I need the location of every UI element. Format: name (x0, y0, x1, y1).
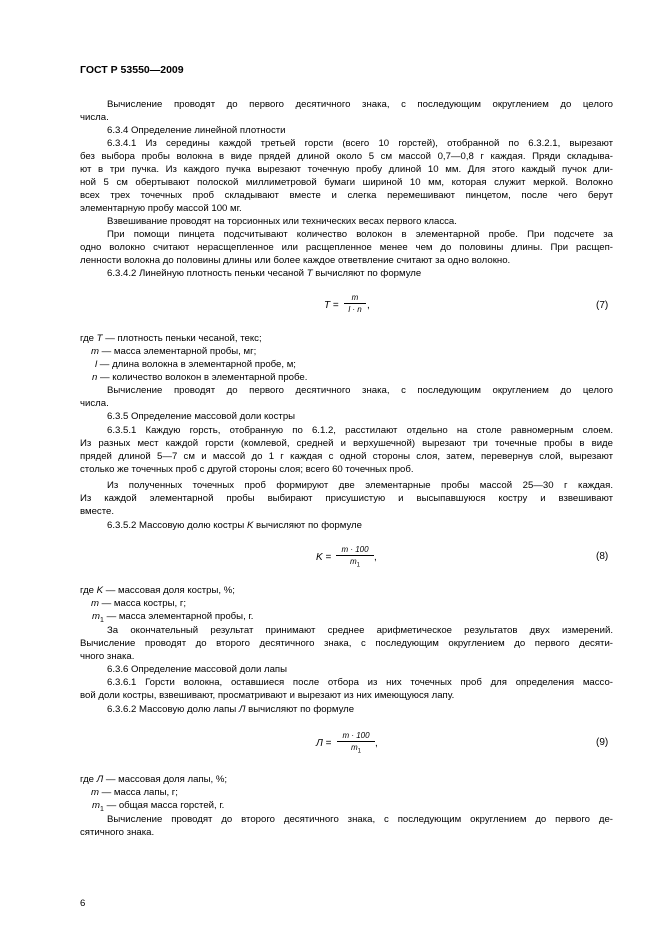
formula-7-lhs (324, 300, 339, 311)
text-fragment: — масса костры, г; (99, 598, 187, 609)
symbol: K (246, 520, 254, 531)
text-line: 6.3.4.1 Из середины каждой третьей горсти (всего 10 горстей), отобранной по 6.3.2.1, вырезают (107, 138, 613, 149)
text-line: числа. (80, 398, 109, 409)
text-fragment: — массовая доля костры, %; (103, 585, 235, 596)
section-heading: 6.3.5 Определение массовой доли костры (107, 411, 296, 422)
symbol: m (92, 611, 100, 622)
formula-8-number: (8) (596, 551, 609, 562)
section-heading: 6.3.4 Определение линейной плотности (107, 125, 286, 136)
subscript: 1 (100, 805, 104, 813)
symbol: m (91, 787, 99, 798)
text-line: числа. (80, 112, 109, 123)
text-line: элементарную пробу массой 100 мг. (80, 203, 242, 214)
text-line: столько же точечных проб с другой стороны слоя; всего 60 точечных проб. (80, 464, 414, 475)
text-fragment: — количество волокон в элементарной пробе. (97, 372, 308, 383)
definition-line (95, 358, 628, 371)
text-line (107, 703, 613, 716)
text-fragment: — масса лапы, г; (99, 787, 178, 798)
definition-line (80, 332, 613, 345)
document-header: ГОСТ Р 53550—2009 (80, 64, 184, 76)
text-line (107, 267, 613, 280)
text-fragment: — масса элементарной пробы, г. (103, 611, 254, 622)
text-fragment: вычисляют по формуле (245, 704, 355, 715)
numerator: m · 100 (341, 545, 369, 554)
definition-line (92, 371, 625, 384)
equals-sign: = (325, 738, 332, 749)
equals-sign: = (325, 552, 332, 563)
text-fragment: — масса элементарной пробы, мг; (99, 346, 257, 357)
text-line (107, 519, 613, 532)
comma: , (374, 552, 377, 563)
text-fragment: где (80, 774, 97, 785)
comma: , (375, 738, 378, 749)
denominator (337, 743, 375, 755)
symbol: l (95, 359, 98, 370)
symbol: T (96, 333, 103, 344)
formula-7-number: (7) (596, 300, 609, 311)
text-fragment: — плотность пеньки чесаной, текс; (102, 333, 262, 344)
text-fragment: — массовая доля лапы, %; (103, 774, 228, 785)
symbol: K (316, 552, 323, 563)
definition-line (91, 345, 624, 358)
text-line: При помощи пинцета подсчитывают количество волокон в элементарной пробе. При подсчете за (107, 229, 613, 240)
text-line: прядей длиной 5—7 см и массой до 1 г каждая с одной стороны слоя, затем, перевернув слой, вырезают (80, 451, 613, 462)
subscript: 1 (357, 748, 361, 755)
denominator: l · n (348, 305, 362, 314)
text-line: Из полученных точечных проб формируют две элементарные пробы массой 25—30 г каждая. (107, 480, 613, 491)
text-fragment: 6.3.5.2 Массовую долю костры (107, 520, 247, 531)
formula-7-fraction (344, 293, 366, 314)
text-fragment: где (80, 333, 97, 344)
text-line: одно волокно считают нерасщепленное или расщепленное менее чем до половины длины. При расщеп- (80, 242, 613, 253)
text-fragment: — длина волокна в элементарной пробе, м; (97, 359, 296, 370)
text-line: За окончательный результат принимают среднее арифметическое результатов двух измерений. (107, 625, 613, 636)
page-number: 6 (80, 898, 86, 909)
section-heading: 6.3.6 Определение массовой доли лапы (107, 664, 288, 675)
symbol: Л (96, 774, 104, 785)
text-line: вой доли костры, взвешивают, просматривают и вырезают из них имеющуюся лапу. (80, 690, 455, 701)
text-line: Вычисление проводят до второго десятичного знака, с последующим округлением до первого десяти- (80, 638, 613, 649)
text-line: 6.3.6.1 Горсти волокна, оставшиеся после отбора из них точечных проб для определения массо- (107, 677, 613, 688)
text-fragment: 6.3.4.2 Линейную плотность пеньки чесаной (107, 268, 307, 279)
text-line: вместе. (80, 506, 115, 517)
text-fragment: где (80, 585, 97, 596)
text-line: сятичного знака. (80, 827, 155, 838)
formula-9-number: (9) (596, 737, 609, 748)
equals-sign: = (332, 300, 339, 311)
symbol: T (306, 268, 313, 279)
text-fragment: вычисляют по формуле (253, 520, 362, 531)
symbol: T (324, 300, 331, 311)
formula-8-fraction (336, 545, 374, 569)
symbol: Л (238, 704, 246, 715)
definition-line (91, 786, 624, 799)
definition-line (80, 773, 613, 786)
text-line: ленности волокна до половины длины или более каждое ответвление считают за одно волокно. (80, 255, 511, 266)
symbol: m (92, 800, 100, 811)
text-line: всех трех точечных проб складывают вместе и слегка перемешивают пинцетом, после чего берут (80, 190, 613, 201)
text-line: ной 5 см обертывают полоской миллиметровой бумаги шириной 10 мм, которая служит меркой. Волокно (80, 177, 613, 188)
text-line: Взвешивание проводят на торсионных или технических весах первого класса. (107, 216, 457, 227)
subscript: 1 (356, 562, 360, 569)
definition-line (80, 584, 613, 597)
text-line: ют в три пучка. Из каждого пучка вырезают точечную пробу длиной 10 мм. Для этого каждый пучок дли- (80, 164, 613, 175)
text-line: 6.3.5.1 Каждую горсть, отобранную по 6.1.2, расстилают отдельно на столе равномерным слоем. (107, 425, 613, 436)
text-line: Вычисление проводят до второго десятичного знака, с последующим округлением до первого де- (107, 814, 613, 825)
fraction-bar (337, 741, 375, 742)
numerator: m · 100 (342, 731, 370, 740)
denominator (336, 557, 374, 569)
symbol: n (92, 372, 98, 383)
formula-9-lhs (316, 738, 331, 749)
text-line: без выбора пробы волокна в виде прядей длиной около 5 см массой 0,7—0,8 г каждая. Пряди складыва- (80, 151, 613, 162)
subscript: 1 (100, 616, 104, 624)
numerator: m (351, 293, 359, 302)
text-fragment: 6.3.6.2 Массовую долю лапы (107, 704, 239, 715)
definition-line (91, 597, 624, 610)
comma: , (367, 300, 370, 311)
text-line: Из разных мест каждой горсти (комлевой, средней и верхушечной) вырезают три точечные пробы в виде (80, 438, 613, 449)
denominator-symbol: m (349, 557, 357, 566)
text-line: Вычисление проводят до первого десятичного знака, с последующим округлением до целого (107, 99, 613, 110)
text-fragment: — общая масса горстей, г. (103, 800, 225, 811)
formula-9-fraction (337, 731, 375, 755)
fraction-bar (344, 303, 366, 304)
text-line: чного знака. (80, 651, 135, 662)
symbol: m (91, 346, 99, 357)
denominator-symbol: m (350, 743, 358, 752)
formula-8-lhs (316, 552, 331, 563)
text-fragment: вычисляют по формуле (312, 268, 422, 279)
text-line: Вычисление проводят до первого десятичного знака, с последующим округлением до целого (107, 385, 613, 396)
symbol: Л (316, 738, 323, 749)
fraction-bar (336, 555, 374, 556)
symbol: K (96, 585, 104, 596)
text-line: Из каждой элементарной пробы выбирают присушистую и высыпавшуюся костру и взвешивают (80, 493, 613, 504)
symbol: m (91, 598, 99, 609)
